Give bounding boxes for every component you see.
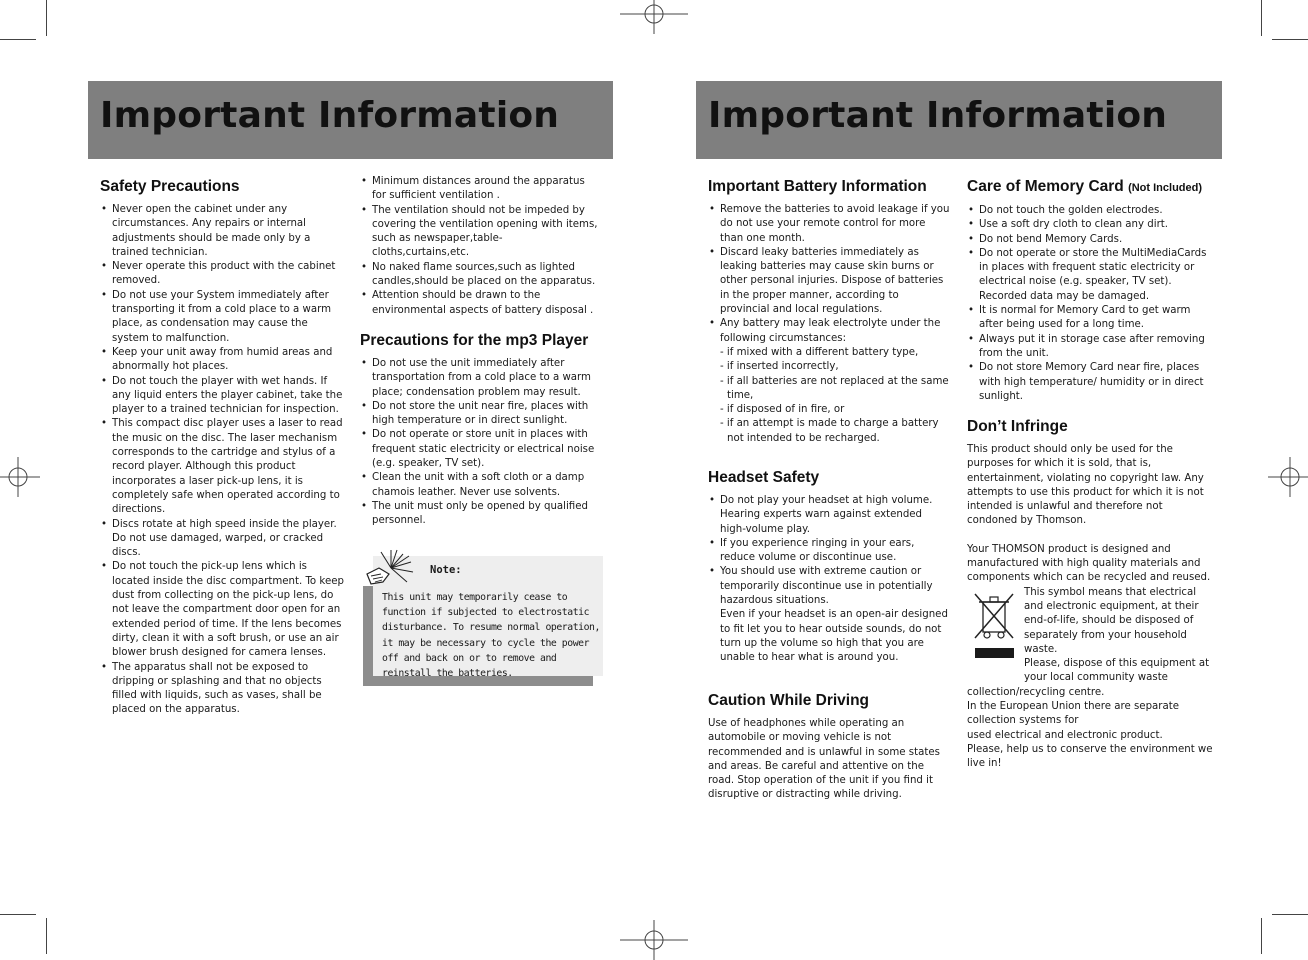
environment-symbol-text-2: Please, dispose of this equipment at your local community waste: [1024, 658, 1210, 684]
list-item: - if all batteries are not replaced at the same time,: [720, 375, 949, 401]
right-title-banner: [696, 81, 1222, 159]
list-item: - if disposed of in fire, or: [720, 404, 845, 416]
list-item: • This compact disc player uses a laser to read the music on the disc. The laser mechanism corresponds to the cartridge and stylus of a record player. Although this product incorporates a laser pick-up lens, it is completely safe when operated according to directions.: [100, 417, 344, 517]
list-item: • Do not play your headset at high volume. Hearing experts warn against extended high-volume play.: [708, 494, 950, 537]
safety-continued-list: [360, 175, 598, 318]
list-item: • It is normal for Memory Card to get warm after being used for a long time.: [967, 304, 1213, 333]
list-item: • Attention should be drawn to the environmental aspects of battery disposal .: [360, 289, 598, 318]
crop-mark: [1272, 39, 1308, 40]
list-item: • No naked flame sources,such as lighted candles,should be placed on the apparatus.: [360, 261, 598, 290]
environment-line-1: collection/recycling centre.: [967, 686, 1105, 698]
crop-mark: [1261, 918, 1262, 954]
note-text: This unit may temporarily cease to function if subjected to electrostatic disturbance. To resume normal operation, it may be necessary to cycle the power off and back on or to remove and reinstall the batteries.: [382, 592, 600, 680]
list-item: • Minimum distances around the apparatus for sufficient ventilation .: [360, 175, 598, 204]
list-item: - if inserted incorrectly,: [720, 361, 839, 373]
environment-line-3: used electrical and electronic product.: [967, 729, 1163, 741]
mp3-precautions-section: [360, 331, 596, 529]
environment-line-4: Please, help us to conserve the environment we live in!: [967, 743, 1213, 770]
list-item: • Do not operate or store unit in places with frequent static electricity or electrical noise (e.g. speaker, TV set).: [360, 428, 596, 471]
note-label: Note:: [430, 564, 462, 576]
list-item: • Keep your unit away from humid areas and abnormally hot places.: [100, 346, 344, 375]
list-item: • The unit must only be opened by qualified personnel.: [360, 500, 596, 529]
battery-sublist: [708, 346, 950, 446]
safety-heading: Safety Precautions: [100, 178, 240, 195]
crop-mark: [46, 0, 47, 36]
list-item: • Clean the unit with a soft cloth or a damp chamois leather. Never use solvents.: [360, 471, 596, 500]
list-item: • You should use with extreme caution or temporarily discontinue use in potentially hazardous situations.: [708, 565, 950, 608]
list-item: • Do not bend Memory Cards.: [967, 233, 1213, 247]
list-item: • Never operate this product with the cabinet removed.: [100, 260, 344, 289]
registration-mark: [0, 457, 40, 497]
list-item: • If you experience ringing in your ears, reduce volume or discontinue use.: [708, 537, 950, 566]
mp3-heading: Precautions for the mp3 Player: [360, 332, 589, 349]
environment-intro: Your THOMSON product is designed and manufactured with high quality materials and components which can be recycled and reused.: [967, 543, 1211, 584]
memory-heading: [967, 177, 1213, 198]
registration-mark: [1268, 457, 1308, 497]
battery-section: [708, 177, 950, 446]
environment-line-2: In the European Union there are separate collection systems for: [967, 701, 1179, 727]
right-page-title: Important Information: [708, 95, 1168, 136]
crop-mark: [0, 39, 36, 40]
driving-heading: Caution While Driving: [708, 692, 870, 709]
note-hand-icon: [361, 548, 417, 594]
registration-mark: [620, 0, 688, 34]
list-item: • Do not use the unit immediately after transportation from a cold place to a warm place; condensation problem may result.: [360, 357, 596, 400]
infringe-text: This product should only be used for the purposes for which it is sold, that is, entertainment, violating no copyright law. Any attempts to use this product for which it is not intended is unlawful and therefore not condoned by Thomson.: [967, 444, 1204, 527]
crop-mark: [46, 918, 47, 954]
driving-section: [708, 691, 950, 803]
list-item: • Use a soft dry cloth to clean any dirt.: [967, 218, 1213, 232]
safety-precautions-section: [100, 177, 344, 718]
memory-heading-main: Care of Memory Card: [967, 178, 1124, 195]
safety-continued-section: [360, 175, 598, 318]
battery-list: [708, 203, 950, 346]
headset-heading: Headset Safety: [708, 469, 820, 486]
list-item: • Do not touch the golden electrodes.: [967, 204, 1213, 218]
headset-extra: Even if your headset is an open-air designed to fit let you to hear outside sounds, do not turn up the volume so high that you are unable to hear what is around you.: [720, 609, 948, 664]
environment-symbol-text-1: This symbol means that electrical and electronic equipment, at their end-of-life, should be disposed of separately from your household waste.: [1024, 586, 1199, 655]
headset-section: [708, 468, 950, 666]
note-box: [363, 556, 603, 686]
mp3-list: [360, 357, 596, 529]
list-item: • Remove the batteries to avoid leakage if you do not use your remote control for more than one month.: [708, 203, 950, 246]
battery-heading: Important Battery Information: [708, 178, 927, 195]
registration-mark: [620, 920, 688, 960]
list-item: • Do not operate or store the MultiMediaCards in places with frequent static electricity or electrical noise (e.g. speaker, TV set). Recorded data may be damaged.: [967, 247, 1213, 304]
left-page-title: Important Information: [100, 95, 560, 136]
list-item: • Discs rotate at high speed inside the player. Do not use damaged, warped, or cracked discs.: [100, 518, 344, 561]
list-item: • The apparatus shall not be exposed to dripping or splashing and that no objects filled with liquids, such as vases, shall be placed on the apparatus.: [100, 661, 344, 718]
memory-heading-note: (Not Included): [1128, 182, 1203, 194]
driving-text: Use of headphones while operating an automobile or moving vehicle is not recommended and is unlawful in some states and areas. Be careful and attentive on the road. Stop operation of the unit if you find it disruptive or distracting while driving.: [708, 718, 940, 801]
crop-mark: [1272, 914, 1308, 915]
headset-list: [708, 494, 950, 608]
list-item: • Do not touch the player with wet hands. If any liquid enters the player cabinet, take the player to a trained technician for inspection.: [100, 375, 344, 418]
list-item: • Do not use your System immediately after transporting it from a cold place to a warm place, as condensation may cause the system to malfunction.: [100, 289, 344, 346]
list-item: • Do not touch the pick-up lens which is located inside the disc compartment. To keep dust from collecting on the pick-up lens, do not leave the compartment door open for an extended period of time. If the lens becomes dirty, clean it with a soft brush, or use an air blower brush designed for camera lenses.: [100, 560, 344, 660]
memory-list: [967, 204, 1213, 404]
list-item: • The ventilation should not be impeded by covering the ventilation opening with items, such as newspaper,table-cloths,curtains,etc.: [360, 204, 598, 261]
crop-mark: [0, 914, 36, 915]
list-item: • Never open the cabinet under any circumstances. Any repairs or internal adjustments should be made only by a trained technician.: [100, 203, 344, 260]
infringe-heading: Don’t Infringe: [967, 418, 1068, 435]
left-title-banner: [88, 81, 613, 159]
memory-card-section: [967, 177, 1213, 404]
list-item: • Do not store Memory Card near fire, places with high temperature/ humidity or in direct sunlight.: [967, 361, 1213, 404]
crop-mark: [1261, 0, 1262, 36]
list-item: - if mixed with a different battery type,: [720, 346, 919, 358]
list-item: • Do not store the unit near fire, places with high temperature or in direct sunlight.: [360, 400, 596, 429]
crossed-bin-icon: [967, 588, 1023, 660]
safety-list: [100, 203, 344, 718]
list-item: • Any battery may leak electrolyte under the following circumstances:: [708, 317, 950, 346]
list-item: - if an attempt is made to charge a battery not intended to be recharged.: [720, 418, 939, 444]
list-item: • Discard leaky batteries immediately as leaking batteries may cause skin burns or other personal injuries. Dispose of batteries in the proper manner, according to provincial and local regulations.: [708, 246, 950, 317]
list-item: • Always put it in storage case after removing from the unit.: [967, 333, 1213, 362]
